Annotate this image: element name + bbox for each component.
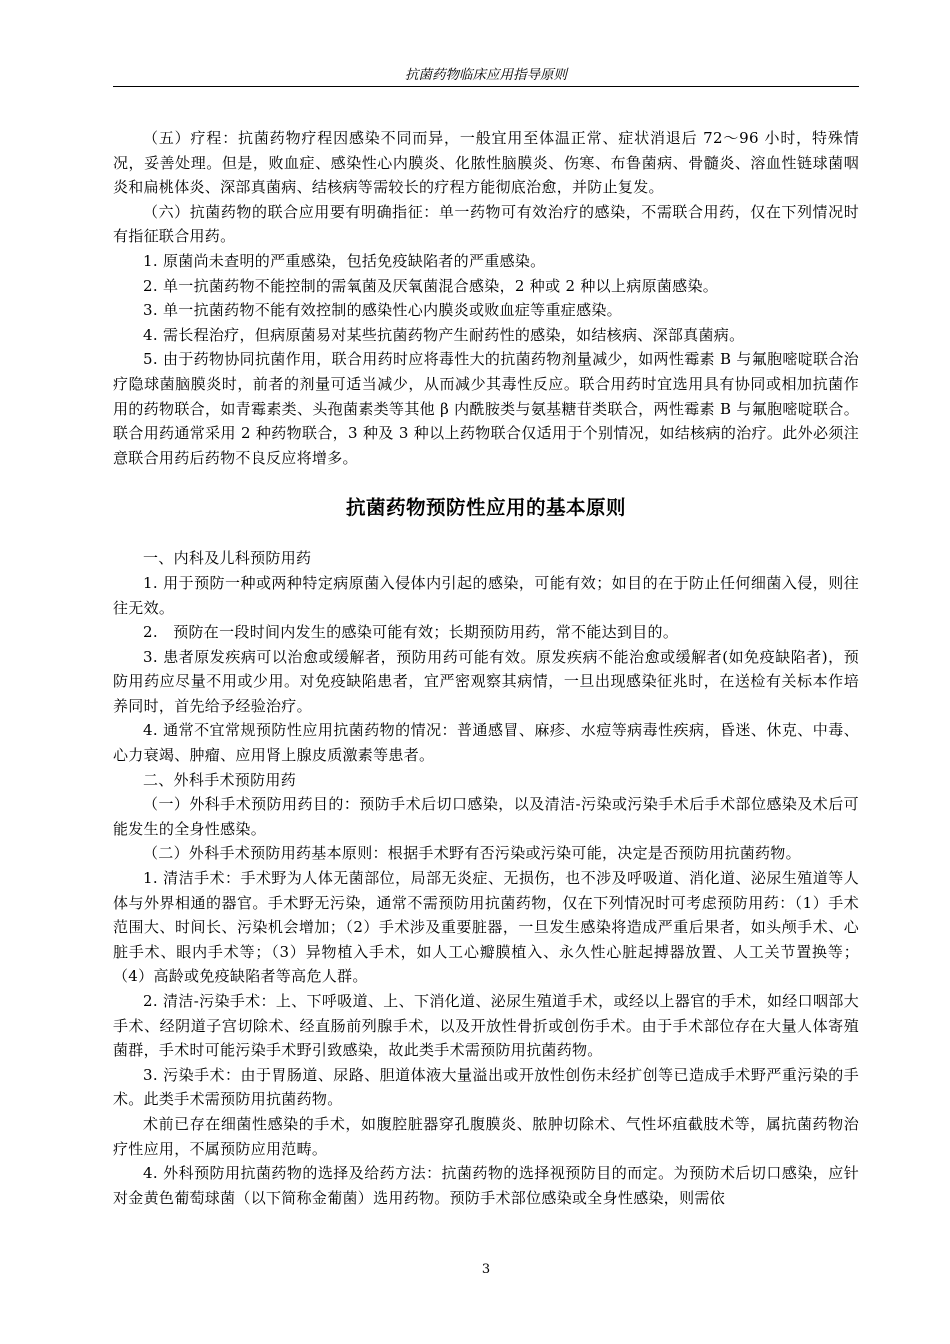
- page-number: 3: [481, 1262, 491, 1277]
- running-header: 抗菌药物临床应用指导原则: [405, 67, 567, 83]
- paragraph-surgical-purpose: （一）外科手术预防用药目的：预防手术后切口感染，以及清洁-污染或污染手术后手术部位感染及术后可能发生的全身性感染。: [113, 795, 859, 838]
- document-body: [113, 126, 859, 1210]
- paragraph-preexisting-infection: 术前已存在细菌性感染的手术，如腹腔脏器穿孔腹膜炎、脓肿切除术、气性坏疽截肢术等，属抗菌药物治疗性应用，不属预防应用范畴。: [113, 1114, 859, 1158]
- list-item: 2. 清洁-污染手术：上、下呼吸道、上、下消化道、泌尿生殖道手术，或经以上器官的手术，如经口咽部大手术、经阴道子宫切除术、经直肠前列腺手术，以及开放性骨折或创伤手术。由于手术部位存在大量人体寄殖菌群，手术时可能污染手术野引致感染，故此类手术需预防用抗菌药物。: [113, 992, 859, 1060]
- list-item: 1. 原菌尚未查明的严重感染，包括免疫缺陷者的严重感染。: [143, 251, 546, 270]
- paragraph-duration: （五）疗程：抗菌药物疗程因感染不同而异，一般宜用至体温正常、症状消退后 72～96 小时，特殊情况，妥善处理。但是，败血症、感染性心内膜炎、化脓性脑膜炎、伤寒、布鲁菌病、骨髓炎、溶血性链球菌咽炎和扁桃体炎、深部真菌病、结核病等需较长的疗程方能彻底治愈，并防止复发。: [113, 129, 859, 197]
- list-item: 4. 需长程治疗，但病原菌易对某些抗菌药物产生耐药性的感染，如结核病、深部真菌病。: [143, 325, 745, 344]
- paragraph-combination-indication: （六）抗菌药物的联合应用要有明确指征：单一药物可有效治疗的感染，不需联合用药，仅在下列情况时有指征联合用药。: [113, 202, 859, 246]
- section-heading: 抗菌药物预防性应用的基本原则: [345, 496, 626, 520]
- list-item: 5. 由于药物协同抗菌作用，联合用药时应将毒性大的抗菌药物剂量减少，如两性霉素 B 与氟胞嘧啶联合治疗隐球菌脑膜炎时，前者的剂量可适当减少，从而减少其毒性反应。联合用药时宜选用具有协同或相加抗菌作用的药物联合，如青霉素类、头孢菌素类等其他 β 内酰胺类与氨基糖苷类联合，两性霉素 B 与氟胞嘧啶联合。联合用药通常采用 2 种药物联合，3 种及 3 种以上药物联合仅适用于个别情况，如结核病的治疗。此外必须注意联合用药后药物不良反应将增多。: [113, 350, 859, 467]
- header-divider: [113, 86, 859, 87]
- paragraph-surgical-principle: （二）外科手术预防用药基本原则：根据手术野有否污染或污染可能，决定是否预防用抗菌药物。: [143, 844, 801, 863]
- list-item: 3. 污染手术：由于胃肠道、尿路、胆道体液大量溢出或开放性创伤未经扩创等已造成手术野严重污染的手术。此类手术需预防用抗菌药物。: [113, 1065, 859, 1109]
- list-item: 2. 单一抗菌药物不能控制的需氧菌及厌氧菌混合感染，2 种或 2 种以上病原菌感染。: [143, 276, 719, 295]
- list-item: 1. 用于预防一种或两种特定病原菌入侵体内引起的感染，可能有效；如目的在于防止任何细菌入侵，则往往无效。: [113, 573, 859, 617]
- subsection-heading-internal: 一、内科及儿科预防用药: [143, 549, 312, 568]
- list-item: 3. 患者原发疾病可以治愈或缓解者，预防用药可能有效。原发疾病不能治愈或缓解者(如免疫缺陷者)，预防用药应尽量不用或少用。对免疫缺陷患者，宜严密观察其病情，一旦出现感染征兆时，在送检有关标本作培养同时，首先给予经验治疗。: [113, 647, 859, 715]
- list-item: 1. 清洁手术：手术野为人体无菌部位，局部无炎症、无损伤，也不涉及呼吸道、消化道、泌尿生殖道等人体与外界相通的器官。手术野无污染，通常不需预防用抗菌药物，仅在下列情况时可考虑预防用药：（1）手术范围大、时间长、污染机会增加；（2）手术涉及重要脏器，一旦发生感染将造成严重后果者，如头颅手术、心脏手术、眼内手术等；（3）异物植入手术，如人工心瓣膜植入、永久性心脏起搏器放置、人工关节置换等；（4）高龄或免疫缺陷者等高危人群。: [113, 869, 859, 986]
- list-item: 2. 预防在一段时间内发生的感染可能有效；长期预防用药，常不能达到目的。: [143, 623, 679, 642]
- list-item: 3. 单一抗菌药物不能有效控制的感染性心内膜炎或败血症等重症感染。: [143, 301, 622, 320]
- subsection-heading-surgical: 二、外科手术预防用药: [143, 770, 297, 789]
- list-item: 4. 通常不宜常规预防性应用抗菌药物的情况：普通感冒、麻疹、水痘等病毒性疾病，昏迷、休克、中毒、心力衰竭、肿瘤、应用肾上腺皮质激素等患者。: [113, 721, 859, 765]
- list-item: 4. 外科预防用抗菌药物的选择及给药方法：抗菌药物的选择视预防目的而定。为预防术后切口感染，应针对金黄色葡萄球菌（以下简称金葡菌）选用药物。预防手术部位感染或全身性感染，则需依: [113, 1164, 859, 1207]
